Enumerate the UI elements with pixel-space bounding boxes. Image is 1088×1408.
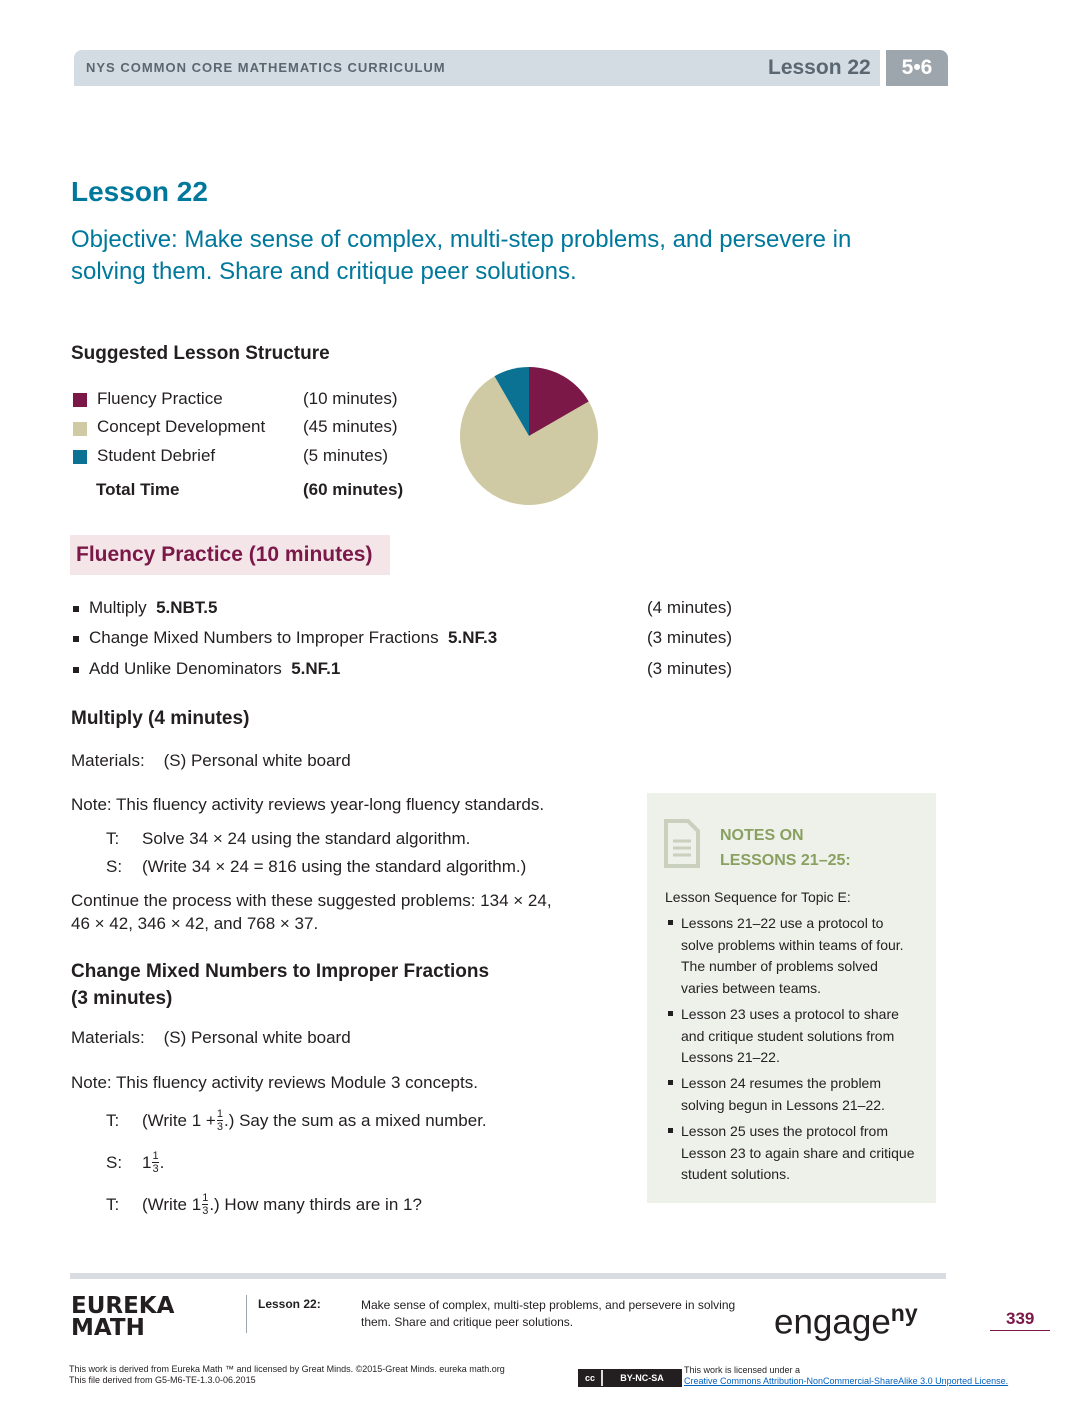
cc-icon: cc [579,1370,601,1386]
footer-rule [70,1273,946,1279]
dialogue-label: T: [106,1195,120,1214]
mixed-note: Note: This fluency activity reviews Module 3 concepts. [71,1073,478,1092]
legend-time-debrief: (5 minutes) [303,446,389,465]
page-number: 339 [1006,1309,1035,1328]
engageny-logo: engage$^{ny}$ [774,1300,918,1342]
objective-line-2: solving them. Share and critique peer solutions. [71,258,577,285]
fluency-item-2: Change Mixed Numbers to Improper Fractions 5.NF.3 [89,628,498,647]
footer-description: Make sense of complex, multi-step problems, and persevere in solving them. Share and critique peer solutions. [361,1298,736,1329]
dialogue-label: T: [106,1111,120,1130]
mixed-heading [71,958,489,1012]
dialogue-label: T: [106,829,120,848]
mixed-teacher-line-2: (Write 1 $\frac{1}{3}$ .) How many thirds are in 1? [142,1191,422,1217]
footer-lesson-label: Lesson 22: [258,1297,321,1311]
fluency-heading: Fluency Practice (10 minutes) [76,543,373,566]
footer-derived: This work is derived from Eureka Math ™ and licensed by Great Minds. ©2015-Great Minds. eureka math.org This file derived from G5-M6-TE-1.3.0-06.2015 [69,1364,505,1385]
notes-heading-line-1: NOTES ON [720,827,804,844]
fluency-item-3-time: (3 minutes) [647,659,733,678]
objective-line-1: Objective: Make sense of complex, multi-step problems, and persevere in [71,226,852,253]
legend-label-fluency: Fluency Practice [97,389,223,408]
bullet-icon [668,1080,673,1085]
multiply-materials: Materials: (S) Personal white board [71,751,351,770]
header-module: 5•6 [886,50,948,86]
total-time-label: Total Time [96,480,180,499]
bullet-icon [73,606,79,612]
lesson-structure-pie-chart [458,365,600,507]
license-link[interactable]: Creative Commons Attribution-NonCommercial-ShareAlike 3.0 Unported License. [684,1376,1009,1386]
notes-item-2: Lesson 23 uses a protocol to share and critique student solutions from Lessons 21–22. [681,1006,899,1065]
dialogue-label: S: [106,1153,123,1172]
bullet-icon [73,636,79,642]
curriculum-title: NYS COMMON CORE MATHEMATICS CURRICULUM [86,60,446,75]
bullet-icon [668,1011,673,1016]
fraction-one-third: $\frac{1}{3}$ [202,1191,209,1217]
fluency-item-1-time: (4 minutes) [647,598,733,617]
page-number-rule [990,1330,1050,1331]
document-icon [662,819,702,869]
fluency-item-1: Multiply 5.NBT.5 [89,598,218,617]
page-title: Lesson 22 [71,176,208,207]
notes-item-3: Lesson 24 resumes the problem solving begun in Lessons 21–22. [681,1075,885,1113]
bullet-icon [668,920,673,925]
multiply-heading: Multiply (4 minutes) [71,708,250,729]
bullet-icon [73,667,79,673]
multiply-continue-1: Continue the process with these suggested problems: 134 × 24, [71,891,552,910]
mixed-materials: Materials: (S) Personal white board [71,1028,351,1047]
fluency-item-3: Add Unlike Denominators 5.NF.1 [89,659,341,678]
multiply-student-line: (Write 34 × 24 = 816 using the standard algorithm.) [142,857,527,876]
footer-license: This work is licensed under a Creative Commons Attribution-NonCommercial-ShareAlike 3.0 Unported License. [684,1365,1009,1386]
legend-time-fluency: (10 minutes) [303,389,398,408]
legend-swatch-fluency [73,393,87,407]
mixed-student-line: 1 $\frac{1}{3}$ . [142,1149,165,1175]
footer-divider [246,1295,247,1333]
mixed-teacher-line-1: (Write 1 + $\frac{1}{3}$ .) Say the sum as a mixed number. [142,1107,487,1133]
cc-license-badge[interactable]: cc BY-NC-SA [578,1369,682,1387]
objective [71,224,961,288]
fraction-one-third: $\frac{1}{3}$ [152,1149,159,1175]
notes-heading-line-2: LESSONS 21–25: [720,852,851,869]
multiply-teacher-line: Solve 34 × 24 using the standard algorithm. [142,829,471,848]
structure-heading: Suggested Lesson Structure [71,343,330,364]
legend-swatch-debrief [73,450,87,464]
bullet-icon [668,1128,673,1133]
fraction-one-third: $\frac{1}{3}$ [216,1107,223,1133]
multiply-note: Note: This fluency activity reviews year-long fluency standards. [71,795,545,814]
legend-time-concept: (45 minutes) [303,417,398,436]
notes-item-1: Lessons 21–22 use a protocol to solve problems within teams of four. The number of problems solved varies between teams. [681,915,904,996]
fluency-item-2-time: (3 minutes) [647,628,733,647]
mixed-heading-line-2: (3 minutes) [71,988,173,1009]
mixed-heading-line-1: Change Mixed Numbers to Improper Fractions [71,961,490,982]
legend-label-concept: Concept Development [97,417,266,436]
multiply-continue-2: 46 × 42, 346 × 42, and 768 × 37. [71,914,319,933]
notes-item-4: Lesson 25 uses the protocol from Lesson 23 to again share and critique student solutions. [681,1123,915,1182]
header-lesson: Lesson 22 [768,56,871,79]
notes-intro: Lesson Sequence for Topic E: [665,889,851,905]
dialogue-label: S: [106,857,123,876]
notes-heading [720,823,851,873]
legend-label-debrief: Student Debrief [97,446,216,465]
legend-swatch-concept [73,422,87,436]
total-time-value: (60 minutes) [303,480,404,499]
eureka-math-logo: EUREKA MATH [71,1293,175,1341]
